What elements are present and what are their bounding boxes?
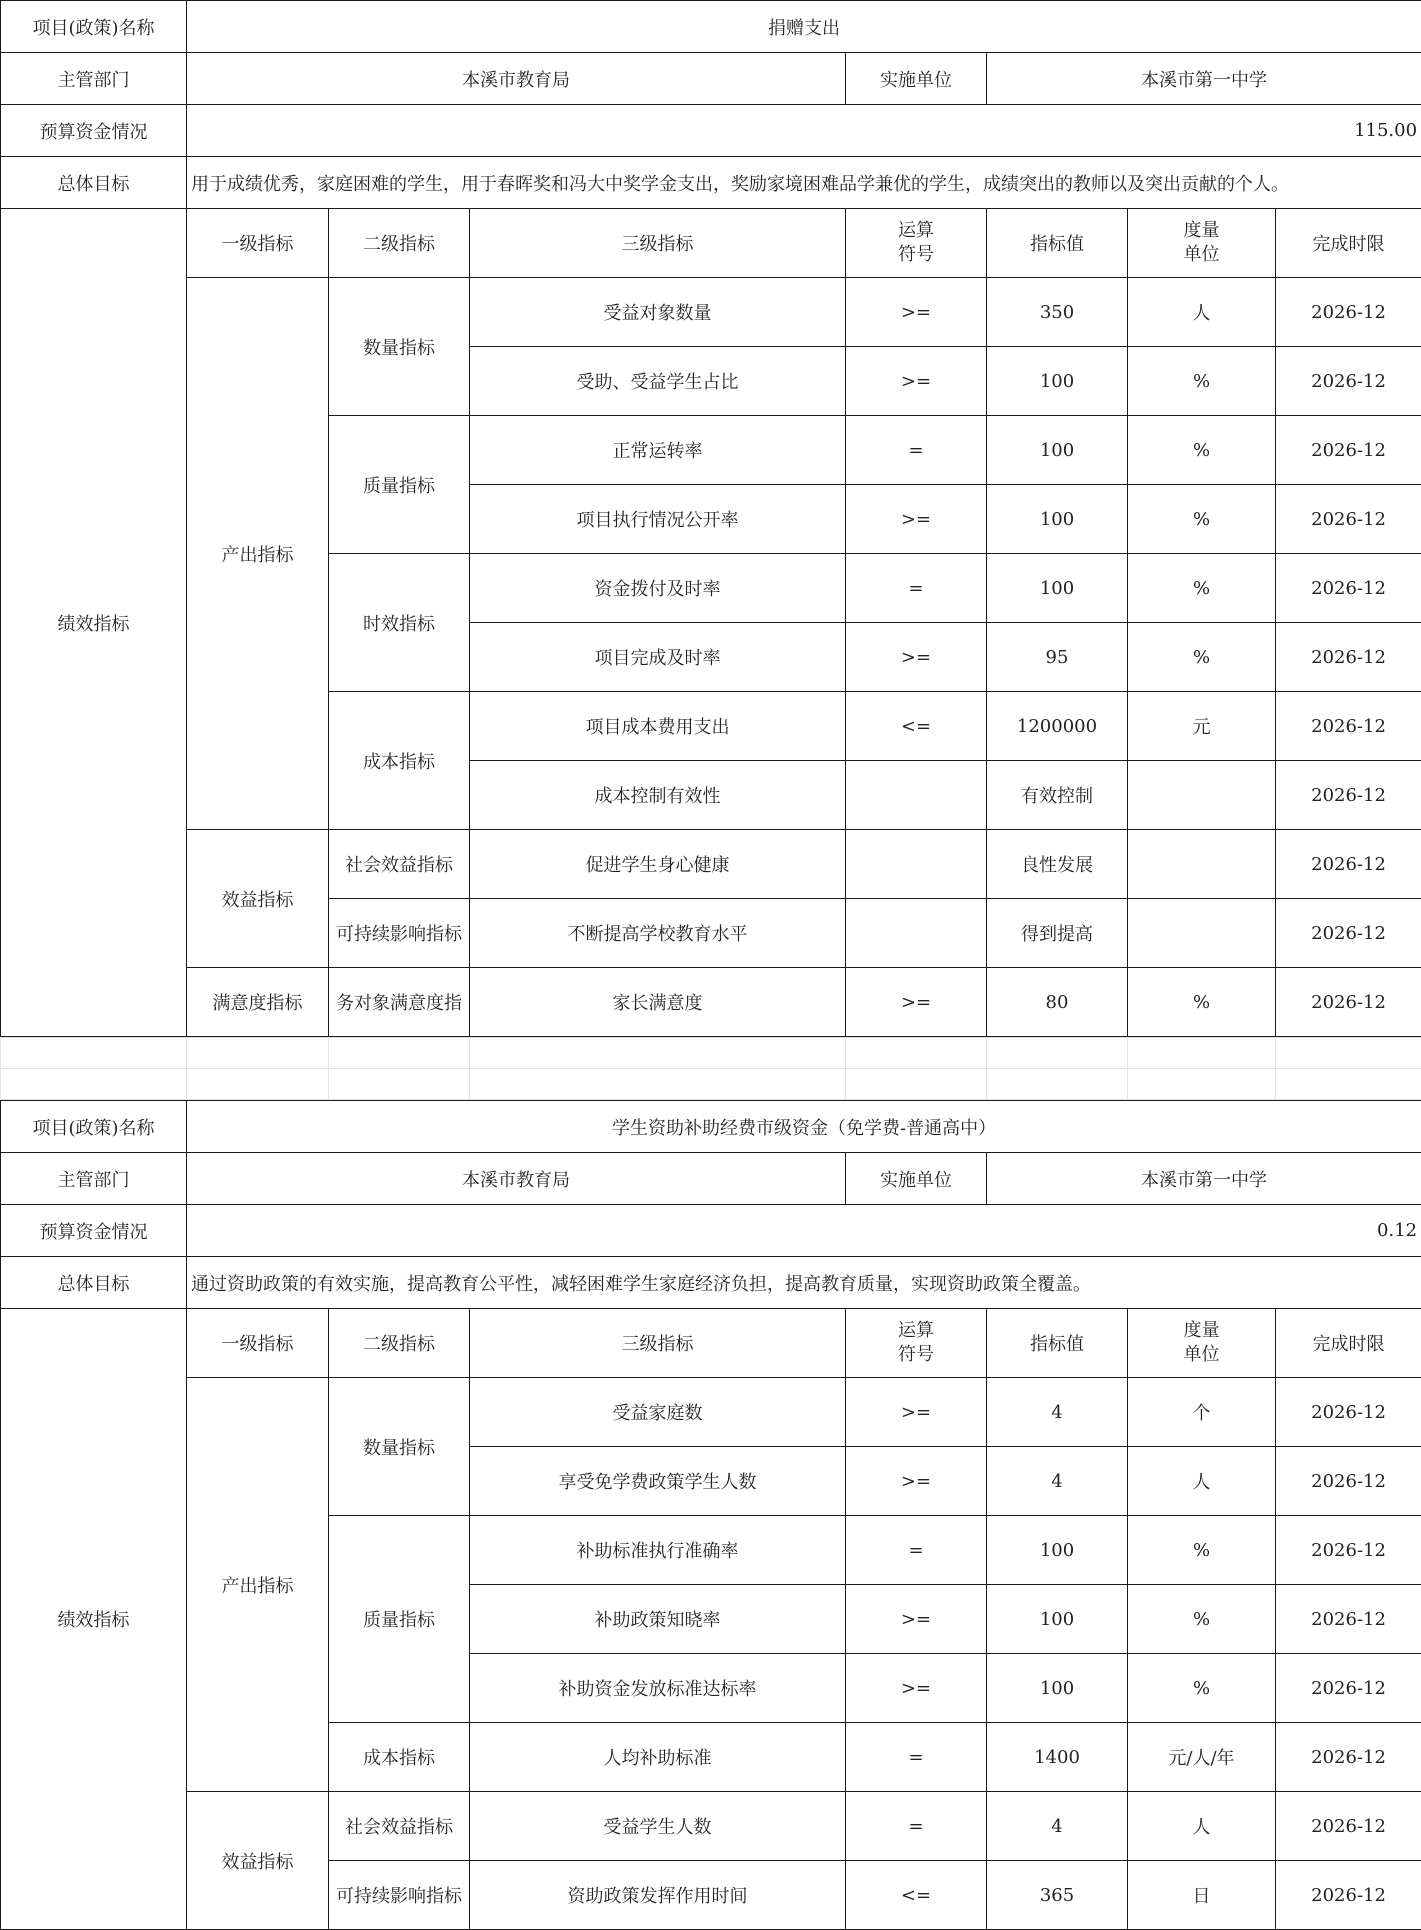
value-cell[interactable]: 1200000 bbox=[987, 692, 1128, 761]
col-header-deadline: 完成时限 bbox=[1276, 1309, 1421, 1378]
deadline-cell[interactable]: 2026-12 bbox=[1276, 1447, 1421, 1516]
l1-output: 产出指标 bbox=[187, 1378, 329, 1792]
l3-cell[interactable]: 受益学生人数 bbox=[470, 1792, 846, 1861]
deadline-cell[interactable]: 2026-12 bbox=[1276, 1516, 1421, 1585]
deadline-cell[interactable]: 2026-12 bbox=[1276, 1585, 1421, 1654]
deadline-cell[interactable]: 2026-12 bbox=[1276, 554, 1421, 623]
unit-cell[interactable]: % bbox=[1128, 1516, 1276, 1585]
deadline-cell[interactable]: 2026-12 bbox=[1276, 1792, 1421, 1861]
col-header-op-line2: 符号 bbox=[898, 1344, 934, 1365]
op-cell[interactable]: = bbox=[846, 1792, 987, 1861]
deadline-cell[interactable]: 2026-12 bbox=[1276, 347, 1421, 416]
l2-quality: 质量指标 bbox=[329, 1516, 470, 1723]
deadline-cell[interactable]: 2026-12 bbox=[1276, 485, 1421, 554]
l3-cell[interactable]: 补助政策知晓率 bbox=[470, 1585, 846, 1654]
value-cell[interactable]: 4 bbox=[987, 1447, 1128, 1516]
unit-cell[interactable]: % bbox=[1128, 485, 1276, 554]
l3-cell[interactable]: 受益对象数量 bbox=[470, 278, 846, 347]
unit-cell[interactable]: 个 bbox=[1128, 1378, 1276, 1447]
l3-cell[interactable]: 不断提高学校教育水平 bbox=[470, 899, 846, 968]
unit-cell[interactable]: % bbox=[1128, 347, 1276, 416]
col-header-l3: 三级指标 bbox=[470, 209, 846, 278]
l3-cell[interactable]: 促进学生身心健康 bbox=[470, 830, 846, 899]
l2-sustain: 可持续影响指标 bbox=[329, 899, 470, 968]
perf-label: 绩效指标 bbox=[1, 1309, 187, 1930]
value-cell[interactable]: 100 bbox=[987, 347, 1128, 416]
perf-label: 绩效指标 bbox=[1, 209, 187, 1037]
col-header-op-line2: 符号 bbox=[898, 244, 934, 265]
op-cell[interactable]: >= bbox=[846, 1447, 987, 1516]
value-cell[interactable]: 良性发展 bbox=[987, 830, 1128, 899]
unit-cell[interactable]: % bbox=[1128, 554, 1276, 623]
l2-timeliness: 时效指标 bbox=[329, 554, 470, 692]
l3-cell[interactable]: 享受免学费政策学生人数 bbox=[470, 1447, 846, 1516]
op-cell[interactable]: >= bbox=[846, 278, 987, 347]
l3-cell[interactable]: 成本控制有效性 bbox=[470, 761, 846, 830]
l3-cell[interactable]: 正常运转率 bbox=[470, 416, 846, 485]
unit-cell[interactable]: % bbox=[1128, 1654, 1276, 1723]
col-header-op bbox=[846, 1309, 987, 1378]
l3-cell[interactable]: 人均补助标准 bbox=[470, 1723, 846, 1792]
goal-label: 总体目标 bbox=[1, 157, 187, 209]
op-cell[interactable]: = bbox=[846, 1723, 987, 1792]
deadline-cell[interactable]: 2026-12 bbox=[1276, 278, 1421, 347]
l3-cell[interactable]: 补助资金发放标准达标率 bbox=[470, 1654, 846, 1723]
l2-cost: 成本指标 bbox=[329, 1723, 470, 1792]
goal-value[interactable]: 用于成绩优秀，家庭困难的学生，用于春晖奖和冯大中奖学金支出，奖励家境困难品学兼优的学生，成绩突出的教师以及突出贡献的个人。 bbox=[187, 157, 1421, 209]
col-header-unit-line2: 单位 bbox=[1183, 1344, 1220, 1365]
value-cell[interactable]: 得到提高 bbox=[987, 899, 1128, 968]
value-cell[interactable]: 100 bbox=[987, 416, 1128, 485]
l3-cell[interactable]: 项目成本费用支出 bbox=[470, 692, 846, 761]
project-name-value[interactable]: 捐赠支出 bbox=[187, 1, 1421, 53]
op-cell[interactable]: >= bbox=[846, 623, 987, 692]
deadline-cell[interactable]: 2026-12 bbox=[1276, 692, 1421, 761]
l2-quantity: 数量指标 bbox=[329, 1378, 470, 1516]
impl-unit-label: 实施单位 bbox=[846, 1153, 987, 1205]
l3-cell[interactable]: 项目完成及时率 bbox=[470, 623, 846, 692]
unit-cell[interactable] bbox=[1128, 899, 1276, 968]
unit-cell[interactable]: 元/人/年 bbox=[1128, 1723, 1276, 1792]
value-cell[interactable]: 有效控制 bbox=[987, 761, 1128, 830]
col-header-unit bbox=[1128, 209, 1276, 278]
l3-cell[interactable]: 补助标准执行准确率 bbox=[470, 1516, 846, 1585]
l2-social: 社会效益指标 bbox=[329, 1792, 470, 1861]
col-header-l2: 二级指标 bbox=[329, 209, 470, 278]
project-name-label: 项目(政策)名称 bbox=[1, 1101, 187, 1153]
op-cell[interactable]: = bbox=[846, 1516, 987, 1585]
col-header-deadline: 完成时限 bbox=[1276, 209, 1421, 278]
l3-cell[interactable]: 受助、受益学生占比 bbox=[470, 347, 846, 416]
deadline-cell[interactable]: 2026-12 bbox=[1276, 1861, 1421, 1930]
value-cell[interactable]: 95 bbox=[987, 623, 1128, 692]
budget-label: 预算资金情况 bbox=[1, 1205, 187, 1257]
unit-cell[interactable]: % bbox=[1128, 416, 1276, 485]
deadline-cell[interactable]: 2026-12 bbox=[1276, 899, 1421, 968]
project2-table bbox=[0, 1100, 1421, 1930]
unit-cell[interactable]: 日 bbox=[1128, 1861, 1276, 1930]
l2-social: 社会效益指标 bbox=[329, 830, 470, 899]
value-cell[interactable]: 100 bbox=[987, 1654, 1128, 1723]
col-header-op-line1: 运算 bbox=[898, 220, 934, 241]
l3-cell[interactable]: 资金拨付及时率 bbox=[470, 554, 846, 623]
col-header-value: 指标值 bbox=[987, 209, 1128, 278]
unit-cell[interactable]: 人 bbox=[1128, 1447, 1276, 1516]
col-header-l3: 三级指标 bbox=[470, 1309, 846, 1378]
unit-cell[interactable]: % bbox=[1128, 623, 1276, 692]
value-cell[interactable]: 100 bbox=[987, 554, 1128, 623]
op-cell[interactable]: = bbox=[846, 416, 987, 485]
value-cell[interactable]: 100 bbox=[987, 485, 1128, 554]
col-header-unit-line1: 度量 bbox=[1183, 220, 1220, 241]
budget-label: 预算资金情况 bbox=[1, 105, 187, 157]
unit-cell[interactable]: 元 bbox=[1128, 692, 1276, 761]
budget-value[interactable]: 115.00 bbox=[187, 105, 1421, 157]
deadline-cell[interactable]: 2026-12 bbox=[1276, 1723, 1421, 1792]
col-header-l1: 一级指标 bbox=[187, 209, 329, 278]
l2-quality: 质量指标 bbox=[329, 416, 470, 554]
goal-value[interactable]: 通过资助政策的有效实施，提高教育公平性，减轻困难学生家庭经济负担，提高教育质量，实现资助政策全覆盖。 bbox=[187, 1257, 1421, 1309]
unit-cell[interactable]: % bbox=[1128, 1585, 1276, 1654]
deadline-cell[interactable]: 2026-12 bbox=[1276, 416, 1421, 485]
impl-unit-value[interactable]: 本溪市第一中学 bbox=[987, 53, 1421, 105]
op-cell[interactable]: >= bbox=[846, 485, 987, 554]
project-name-value[interactable]: 学生资助补助经费市级资金（免学费-普通高中） bbox=[187, 1101, 1421, 1153]
deadline-cell[interactable]: 2026-12 bbox=[1276, 623, 1421, 692]
dept-label: 主管部门 bbox=[1, 53, 187, 105]
op-cell[interactable] bbox=[846, 830, 987, 899]
l2-service: 务对象满意度指 bbox=[329, 968, 470, 1037]
col-header-unit bbox=[1128, 1309, 1276, 1378]
op-cell[interactable] bbox=[846, 761, 987, 830]
op-cell[interactable]: <= bbox=[846, 692, 987, 761]
col-header-unit-line2: 单位 bbox=[1183, 244, 1220, 265]
op-cell[interactable]: >= bbox=[846, 1585, 987, 1654]
l3-cell[interactable]: 项目执行情况公开率 bbox=[470, 485, 846, 554]
deadline-cell[interactable]: 2026-12 bbox=[1276, 968, 1421, 1037]
col-header-l1: 一级指标 bbox=[187, 1309, 329, 1378]
deadline-cell[interactable]: 2026-12 bbox=[1276, 1654, 1421, 1723]
col-header-op-line1: 运算 bbox=[898, 1320, 934, 1341]
unit-cell[interactable]: 人 bbox=[1128, 278, 1276, 347]
value-cell[interactable]: 4 bbox=[987, 1792, 1128, 1861]
deadline-cell[interactable]: 2026-12 bbox=[1276, 761, 1421, 830]
goal-label: 总体目标 bbox=[1, 1257, 187, 1309]
col-header-value: 指标值 bbox=[987, 1309, 1128, 1378]
value-cell[interactable]: 100 bbox=[987, 1585, 1128, 1654]
dept-value[interactable]: 本溪市教育局 bbox=[187, 1153, 846, 1205]
op-cell[interactable]: <= bbox=[846, 1861, 987, 1930]
l1-output: 产出指标 bbox=[187, 278, 329, 830]
value-cell[interactable]: 350 bbox=[987, 278, 1128, 347]
value-cell[interactable]: 100 bbox=[987, 1516, 1128, 1585]
l1-benefit: 效益指标 bbox=[187, 1792, 329, 1930]
l3-cell[interactable]: 家长满意度 bbox=[470, 968, 846, 1037]
deadline-cell[interactable]: 2026-12 bbox=[1276, 830, 1421, 899]
budget-value[interactable]: 0.12 bbox=[187, 1205, 1421, 1257]
l2-sustain: 可持续影响指标 bbox=[329, 1861, 470, 1930]
value-cell[interactable]: 4 bbox=[987, 1378, 1128, 1447]
unit-cell[interactable] bbox=[1128, 830, 1276, 899]
l2-quantity: 数量指标 bbox=[329, 278, 470, 416]
op-cell[interactable]: >= bbox=[846, 347, 987, 416]
unit-cell[interactable]: % bbox=[1128, 968, 1276, 1037]
dept-value[interactable]: 本溪市教育局 bbox=[187, 53, 846, 105]
dept-label: 主管部门 bbox=[1, 1153, 187, 1205]
impl-unit-label: 实施单位 bbox=[846, 53, 987, 105]
deadline-cell[interactable]: 2026-12 bbox=[1276, 1378, 1421, 1447]
value-cell[interactable]: 1400 bbox=[987, 1723, 1128, 1792]
op-cell[interactable]: >= bbox=[846, 968, 987, 1037]
l2-cost: 成本指标 bbox=[329, 692, 470, 830]
op-cell[interactable]: >= bbox=[846, 1378, 987, 1447]
value-cell[interactable]: 365 bbox=[987, 1861, 1128, 1930]
op-cell[interactable]: = bbox=[846, 554, 987, 623]
value-cell[interactable]: 80 bbox=[987, 968, 1128, 1037]
spacer-rows bbox=[0, 1037, 1421, 1100]
op-cell[interactable]: >= bbox=[846, 1654, 987, 1723]
l3-cell[interactable]: 资助政策发挥作用时间 bbox=[470, 1861, 846, 1930]
impl-unit-value[interactable]: 本溪市第一中学 bbox=[987, 1153, 1421, 1205]
col-header-op bbox=[846, 209, 987, 278]
col-header-unit-line1: 度量 bbox=[1183, 1320, 1220, 1341]
col-header-l2: 二级指标 bbox=[329, 1309, 470, 1378]
op-cell[interactable] bbox=[846, 899, 987, 968]
unit-cell[interactable]: 人 bbox=[1128, 1792, 1276, 1861]
l1-benefit: 效益指标 bbox=[187, 830, 329, 968]
unit-cell[interactable] bbox=[1128, 761, 1276, 830]
l1-satisfaction: 满意度指标 bbox=[187, 968, 329, 1037]
l3-cell[interactable]: 受益家庭数 bbox=[470, 1378, 846, 1447]
project-name-label: 项目(政策)名称 bbox=[1, 1, 187, 53]
